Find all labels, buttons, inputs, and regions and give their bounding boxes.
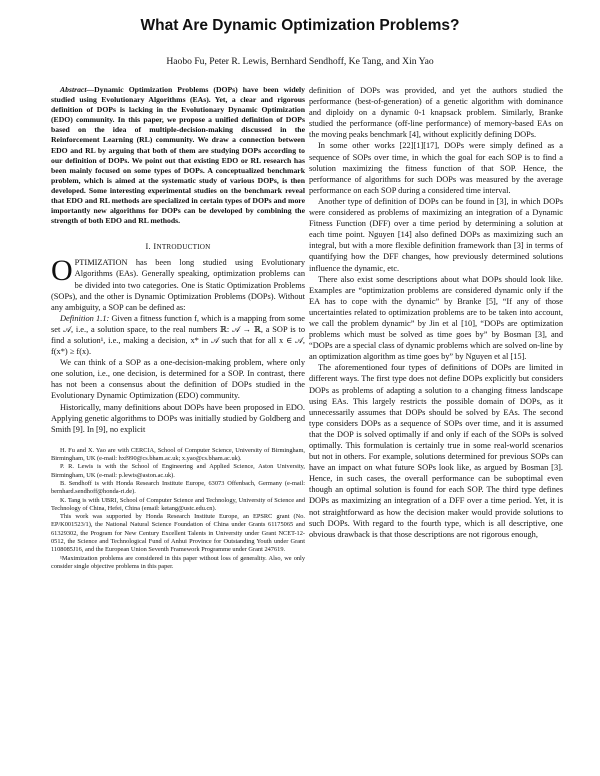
footnote-funding: This work was supported by Honda Research Institute Europe, an EPSRC grant (No. EP/K001523/1), the National Natural Science Foundation of China under Grants 61175065 and 61329302, the Program for New Century Excellent Talents in University under Grant NCET-12-0512, the Science and Technological Fund of Anhui Province for Outstanding Youth under Grant 1108085J16, and the European Union Seventh Framework Programme under Grant 247619.: [51, 513, 305, 554]
definition-text: Given a fitness function f, which is a mapping from some set 𝒜, i.e., a solution space, to the real numbers ℝ: 𝒜 → ℝ, a SOP is to find a solution¹, i.e., making a decision, x* in 𝒜 such that for all x ∈ 𝒜, f(x*) ≥ f(x).: [51, 313, 305, 357]
footnote-affiliation-lewis: P. R. Lewis is with the School of Engineering and Applied Science, Aston University, Birmingham, UK (e-mail: p.lewis@aston.ac.uk).: [51, 463, 305, 479]
intro-paragraph-1-text: PTIMIZATION has been long studied using Evolutionary Algorithms (EAs). Generally speaking, optimization problems can be divided into two categories. One is Static Optimization Problems (SOPs), and the other is Dynamic Optimization Problems (DOPs). Without any ambiguity, a SOP can be defined as:: [51, 258, 305, 312]
right-paragraph-2: In some other works [22][1][17], DOPs were simply defined as a sequence of SOPs over time, in which the goal for each SOP is to find a solution maximizing the fitness function of that SOP. Hence, the performance of algorithms for such DOPs was measured by the average performance on each SOP during a considered time interval.: [309, 141, 563, 195]
footnotes: [51, 447, 305, 571]
paper-title: What Are Dynamic Optimization Problems?: [140, 17, 460, 34]
definition-1-1: [51, 313, 305, 357]
drop-cap: O: [51, 254, 73, 288]
abstract-lead: Abstract—: [60, 85, 95, 94]
author-list: Haobo Fu, Peter R. Lewis, Bernhard Sendhoff, Ke Tang, and Xin Yao: [166, 56, 434, 67]
right-paragraph-1: definition of DOPs was provided, and yet the authors studied the performance (best-of-generation) of a genetic algorithm with dominance and diploidy on a dynamic 0-1 knapsack problem. Similarly, Branke studied the performance (off-line performance) of memory-based EAs on the moving peaks benchmark [4], without explicitly defining DOPs.: [309, 86, 563, 140]
right-paragraph-5: The aforementioned four types of definitions of DOPs are limited in different ways. The first type does not define DOPs explicitly but considers DOPs as problems of adapting a solution to a changing fitness landscape using EAs. This largely restricts the possible domain of DOPs, as it unnecessarily assumes that DOPs should be solved by EAs. The second type considers DOPs as a sequence of SOPs over time, and it is assumed that the DOP is solved optimally if and only if each of the SOPs is solved optimally. This formulation is certainly true in some real-world scenarios but not in others. For example, solutions determined for previous SOPs can have an impact on what future SOPs look like, as argued by Bosman [3]. Hence, in such cases, the overall performance can be suboptimal even though an optimal solution is found for each SOP. The third type defines DOPs as maximizing an integration of a DFF over a time period. Yet, it is not straightforward as how the decision maker would provide solutions to such DOPs. With regard to the fourth type, which is all descriptive, one obvious drawback is that those descriptions are not rigorous enough,: [309, 363, 563, 539]
footnote-affiliation-sendhoff: B. Sendhoff is with Honda Research Institute Europe, 63073 Offenbach, Germany (e-mail: bernhard.sendhoff@honda-ri.de).: [51, 480, 305, 496]
intro-paragraph-3: Historically, many definitions about DOPs have been proposed in EDO. Applying genetic algorithms to DOPs was initially studied by Goldberg and Smith [9]. In [9], no explicit: [51, 402, 305, 434]
intro-paragraph-2: We can think of a SOP as a one-decision-making problem, where only one solution, i.e., one decision, is determined for a SOP. In contrast, there has not been a consensus about the definition of DOPs studied in the Evolutionary Dynamic Optimization (EDO) community.: [51, 358, 305, 401]
section-heading-introduction: I. INTRODUCTION: [145, 242, 211, 252]
left-column: [51, 85, 305, 571]
abstract: [51, 85, 305, 226]
right-column: [309, 85, 563, 540]
footnote-affiliation-fu-yao: H. Fu and X. Yao are with CERCIA, School of Computer Science, University of Birmingham, Birmingham, UK (e-mail: hxf990@cs.bham.ac.uk; x.yao@cs.bham.ac.uk).: [51, 446, 305, 463]
definition-label: Definition 1.1:: [60, 313, 110, 323]
intro-paragraph-1: [51, 254, 305, 312]
footnote-1: ¹Maximization problems are considered in this paper without loss of generality. Also, we only consider single objective problems in this paper.: [51, 554, 305, 570]
right-paragraph-3: Another type of definition of DOPs can be found in [3], in which DOPs were considered as problems of maximizing an integration of a Dynamic Fitness Function (DFF) over a time period by determining a solution at each time point. Nguyen [14] also defined DOPs as maximizing such an integral, but with a more flexible definition framework than [3] in terms of quantifying how the DFF changes, how previously determined solutions influence the dynamic, etc.: [309, 196, 563, 273]
abstract-text: Dynamic Optimization Problems (DOPs) have been widely studied using Evolutionary Algorithms (EAs). Yet, a clear and rigorous definition of DOPs is lacking in the Evolutionary Dynamic Optimization (EDO) community. In this paper, we propose a unified definition of DOPs based on the idea of multiple-decision-making discussed in the Reinforcement Learning (RL) community. We draw a connection between EDO and RL by arguing that both of them are studying DOPs according to our definition of DOPs. We point out that existing EDO or RL research has been mainly focused on some types of DOPs. A conceptualized benchmark problem, which is aimed at the systematic study of various DOPs, is then developed. Some interesting experimental studies on the benchmark reveal that EDO and RL methods are specialized in certain types of DOPs and more importantly new algorithms for DOPs can be developed by combining the strength of both EDO and RL methods.: [51, 85, 305, 226]
footnote-affiliation-tang: K. Tang is with UBRI, School of Computer Science and Technology, University of Science and Technology of China, Hefei, China (email: ketang@ustc.edu.cn).: [51, 496, 305, 512]
right-paragraph-4: There also exist some descriptions about what DOPs should look like. Examples are “optimization problems are considered dynamic only if the EA has to cope with the dynamic” by Branke [5], “If any of those uncertainties related to optimization problems are to be taken into account, we call the problem dynamic” by Jin et al [10], “DOPs are optimization problems which must be solved as time goes by” by Bosman [3], and “DOPs are a special class of dynamic problems which are solved on-line by an optimization algorithm as time goes by” by Nguyen et al [15].: [309, 274, 563, 362]
